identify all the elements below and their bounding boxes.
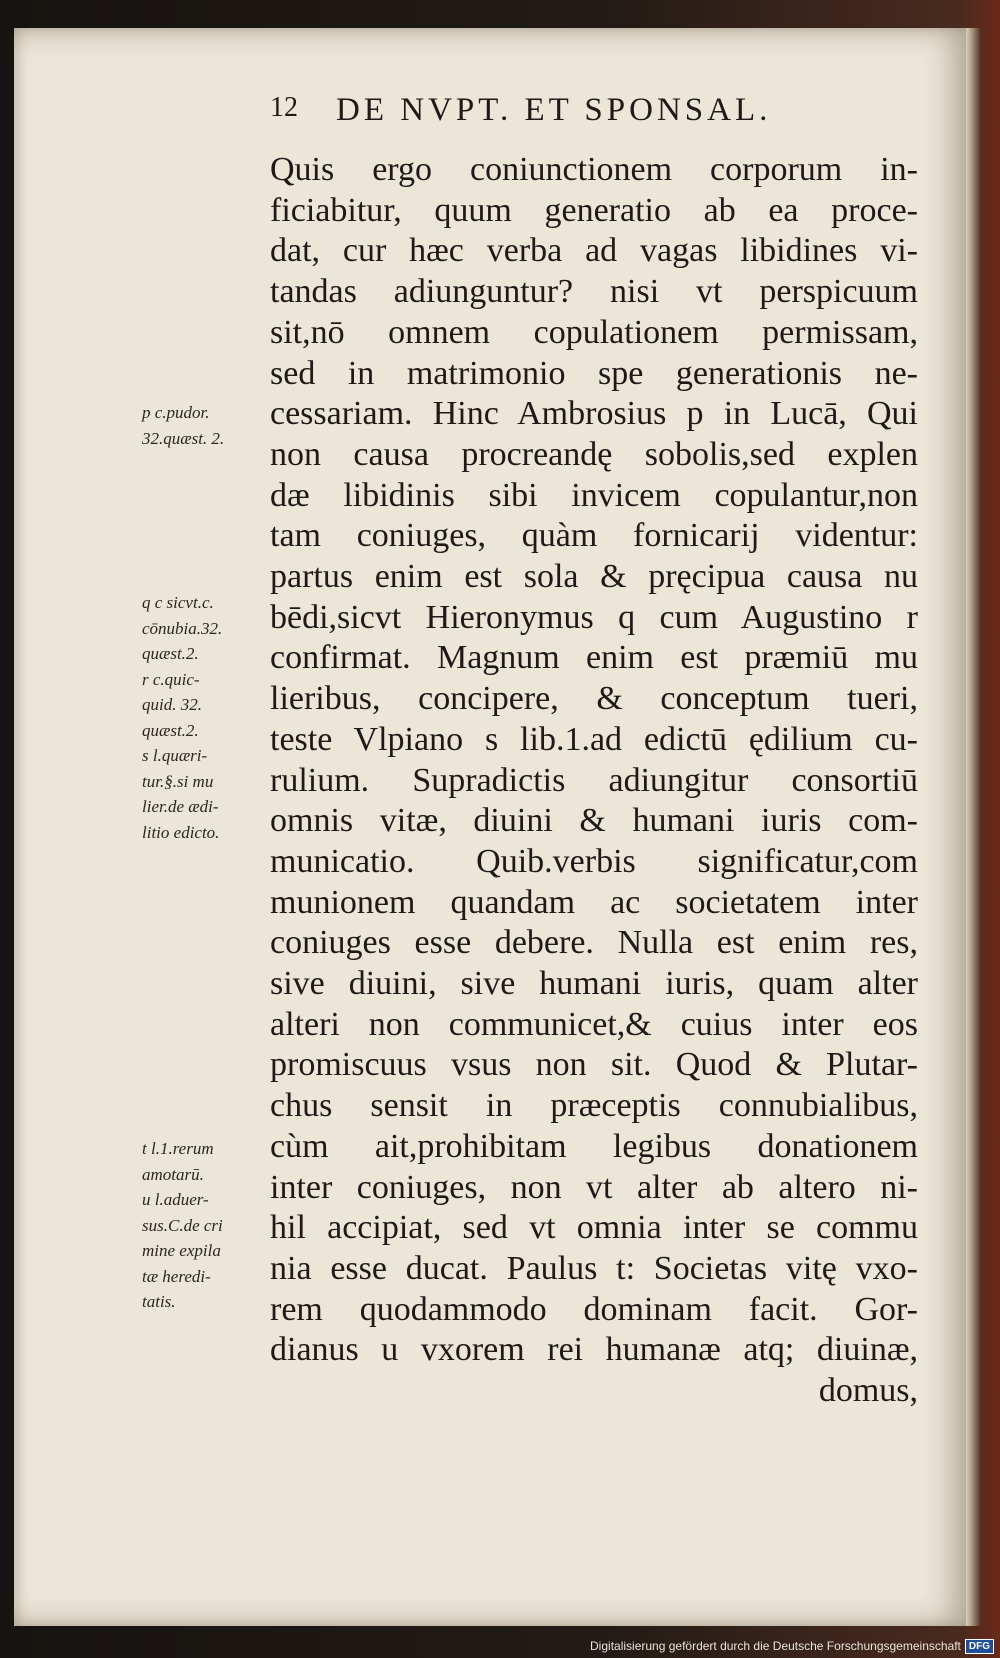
text-line: omnis vitæ, diuini & humani iuris com- bbox=[270, 802, 918, 840]
text-line: partus enim est sola & pręcipua causa nu bbox=[270, 558, 918, 596]
margin-note-group-1 bbox=[142, 400, 272, 451]
margin-note-line: t l.1.rerum bbox=[142, 1139, 214, 1158]
digitization-footer bbox=[590, 1638, 994, 1654]
text-line: confirmat. Magnum enim est præmiū mu bbox=[270, 639, 918, 677]
text-line: non causa procreandę sobolis,sed explen bbox=[270, 435, 918, 473]
margin-note-line: quid. 32. bbox=[142, 695, 202, 714]
text-line: Quis ergo coniunctionem corporum in- bbox=[270, 151, 918, 188]
margin-note-line: quæst.2. bbox=[142, 644, 199, 663]
text-line: sed in matrimonio spe generationis ne- bbox=[270, 354, 918, 392]
margin-note-line: sus.C.de cri bbox=[142, 1215, 223, 1235]
text-line: tam coniuges, quàm fornicarij videntur: bbox=[270, 517, 918, 555]
margin-note-group-2 bbox=[142, 590, 272, 845]
text-line: rulium. Supradictis adiungitur consortiū bbox=[270, 761, 918, 799]
page-number: 12 bbox=[270, 92, 298, 123]
text-line: dianus u vxorem rei humanæ atq; diuinæ, bbox=[270, 1331, 918, 1369]
text-line: municatio. Quib.verbis significatur,com bbox=[270, 842, 918, 880]
text-line: chus sensit in præceptis connubialibus, bbox=[270, 1087, 918, 1125]
text-line: hil accipiat, sed vt omnia inter se commu bbox=[270, 1209, 918, 1247]
text-line: domus, bbox=[818, 1372, 918, 1410]
margin-note-line: lier.de ædi- bbox=[142, 797, 219, 816]
text-line: cùm ait,prohibitam legibus donationem bbox=[270, 1127, 918, 1165]
text-line: sit,nō omnem copulationem permissam, bbox=[270, 313, 918, 351]
margin-note-line: r c.quic- bbox=[142, 669, 200, 689]
margin-note-line: s l.quæri- bbox=[142, 746, 208, 765]
margin-note-line: cōnubia.32. bbox=[142, 618, 223, 638]
text-line: inter coniuges, non vt alter ab altero ni- bbox=[270, 1168, 918, 1206]
margin-note-line: p c.pudor. bbox=[142, 403, 210, 422]
margin-note-line: litio edicto. bbox=[142, 822, 220, 842]
margin-note-line: tæ heredi- bbox=[142, 1266, 211, 1286]
text-line: tandas adiunguntur? nisi vt perspicuum bbox=[270, 273, 918, 311]
text-line: promiscuus vsus non sit. Quod & Plutar- bbox=[270, 1046, 918, 1084]
text-line: coniuges esse debere. Nulla est enim res, bbox=[270, 924, 918, 962]
text-line: rem quodammodo dominam facit. Gor- bbox=[270, 1290, 918, 1328]
text-line: bēdi,sicvt Hieronymus q cum Augustino r bbox=[270, 598, 918, 636]
footer-text: Digitalisierung gefördert durch die Deutsche Forschungsgemeinschaft bbox=[590, 1639, 961, 1653]
text-line: ficiabitur, quum generatio ab ea proce- bbox=[270, 191, 918, 229]
text-line: dæ libidinis sibi invicem copulantur,non bbox=[270, 476, 918, 514]
running-head bbox=[270, 92, 920, 142]
margin-note-line: q c sicvt.c. bbox=[142, 593, 214, 612]
margin-note-line: amotarū. bbox=[142, 1164, 204, 1184]
margin-note-line: tatis. bbox=[142, 1292, 176, 1311]
margin-note-group-3 bbox=[142, 1136, 272, 1315]
text-line: dat, cur hæc verba ad vagas libidines vi- bbox=[270, 232, 918, 270]
dfg-logo: DFG bbox=[965, 1639, 994, 1654]
text-line: alteri non communicet,& cuius inter eos bbox=[270, 1005, 918, 1043]
text-line: cessariam. Hinc Ambrosius p in Lucā, Qui bbox=[270, 395, 918, 433]
text-line: sive diuini, sive humani iuris, quam alter bbox=[270, 965, 918, 1003]
main-text bbox=[270, 150, 918, 1412]
margin-note-line: mine expila bbox=[142, 1241, 221, 1260]
page-fore-edge bbox=[966, 28, 980, 1626]
margin-note-line: 32.quæst. 2. bbox=[142, 428, 225, 448]
text-line: teste Vlpiano s lib.1.ad edictū ędilium cu- bbox=[270, 720, 918, 758]
running-title: DE NVPT. ET SPONSAL. bbox=[336, 92, 772, 128]
text-line: lieribus, concipere, & conceptum tueri, bbox=[270, 680, 918, 718]
text-line: munionem quandam ac societatem inter bbox=[270, 883, 918, 921]
margin-note-line: u l.aduer- bbox=[142, 1190, 209, 1209]
text-line: nia esse ducat. Paulus t: Societas vitę vxo- bbox=[270, 1249, 918, 1287]
margin-note-line: quæst.2. bbox=[142, 720, 199, 740]
margin-note-line: tur.§.si mu bbox=[142, 771, 214, 791]
